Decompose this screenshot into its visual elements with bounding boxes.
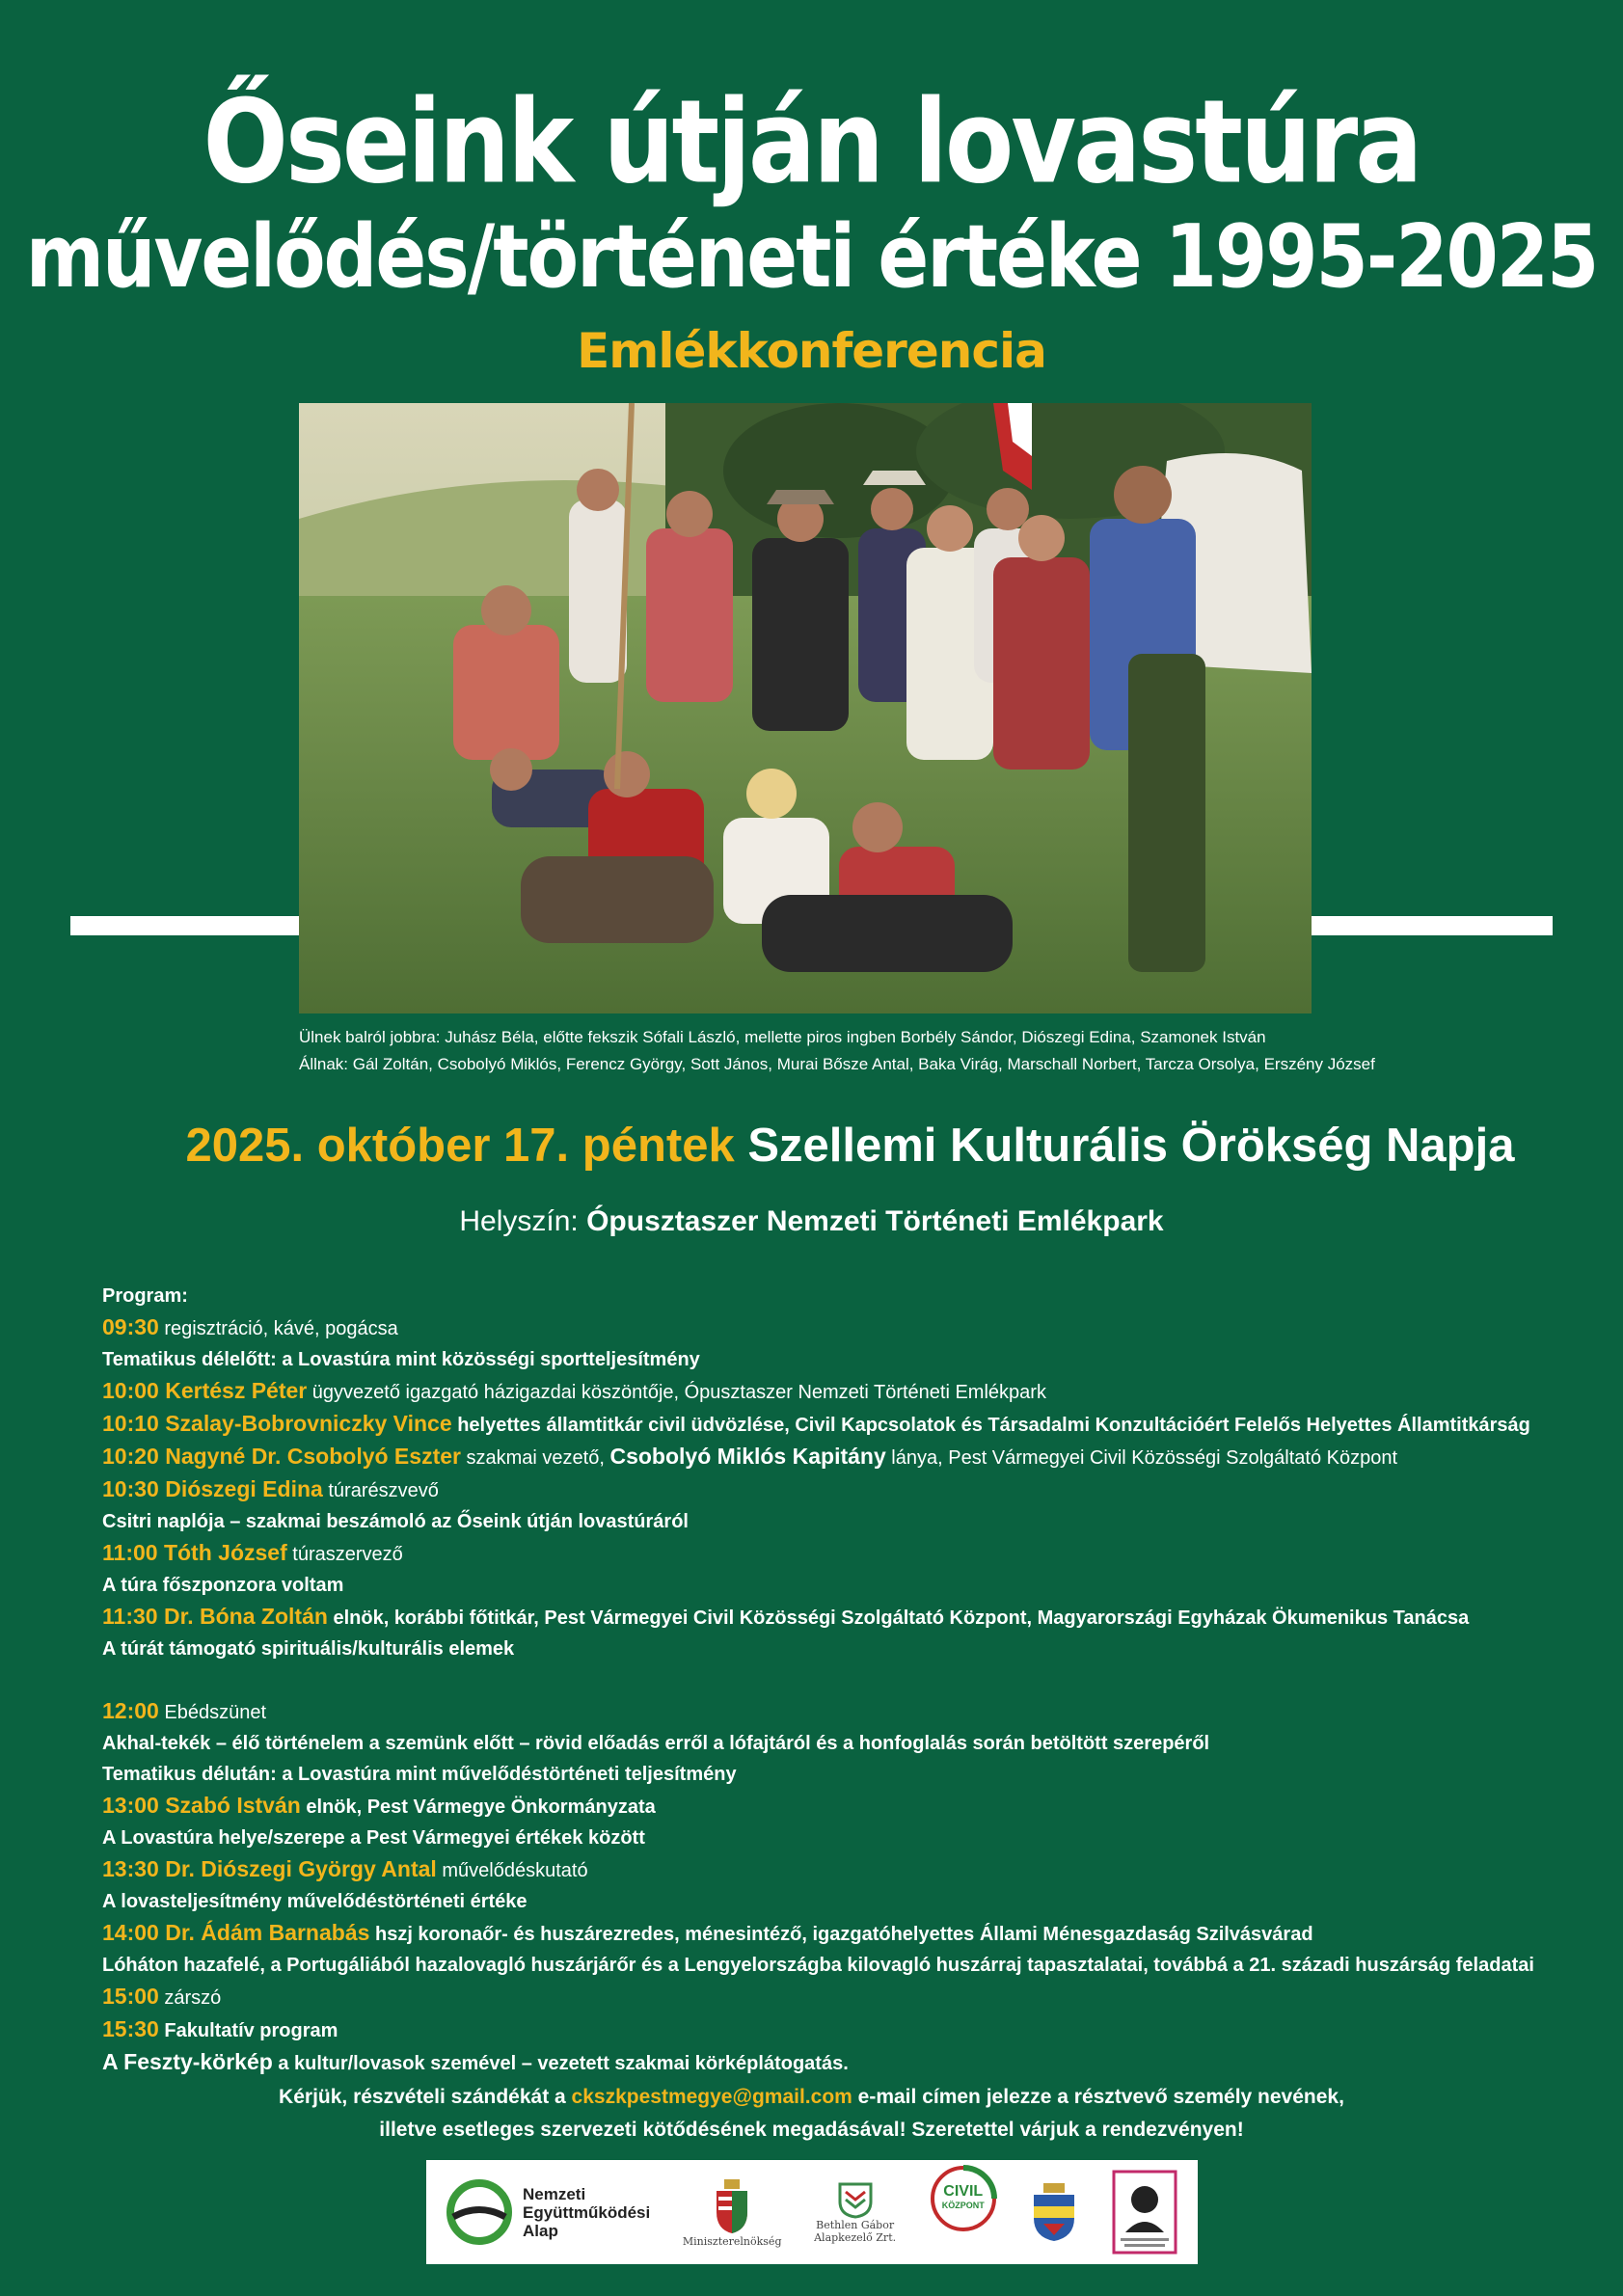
program-list <box>102 1281 1607 2079</box>
program-item: A túra főszponzora voltam <box>102 1575 344 1596</box>
nea-label: Nemzeti <box>523 2184 586 2203</box>
nea-logo <box>446 2178 650 2246</box>
speaker-name: Diószegi Edina <box>158 1476 323 1501</box>
registration-line-2: illetve esetleges szervezeti kötődésének megadásával! Szeretettel várjuk a rendezvényen! <box>379 2119 1244 2141</box>
program-text: művelődéskutató <box>436 1860 588 1881</box>
nea-ring-icon <box>446 2178 513 2246</box>
program-item <box>102 1695 1607 1728</box>
program-time: 13:30 <box>102 1856 159 1881</box>
subtitle: Emlékkonferencia <box>577 323 1046 379</box>
title-line-2: művelődés/történeti értéke 1995-2025 <box>25 207 1598 308</box>
program-time: 10:10 <box>102 1411 159 1436</box>
speaker-name: Szalay-Bobrovniczky Vince <box>158 1411 452 1436</box>
program-item: Csitri naplója – szakmai beszámoló az Őseink útján lovastúráról <box>102 1511 689 1532</box>
photo-caption <box>299 1024 1375 1078</box>
program-text-strong: Csobolyó Miklós Kapitány <box>609 1444 886 1469</box>
program-time: 11:30 <box>102 1604 158 1629</box>
program-item <box>102 1601 1607 1634</box>
program-time: 10:30 <box>102 1476 159 1501</box>
program-item <box>102 2046 1607 2079</box>
program-text: a kultur/lovasok szemével – vezetett szakmai körképlátogatás. <box>272 2053 849 2074</box>
event-venue <box>0 1205 1623 1238</box>
program-item: A Lovastúra helye/szerepe a Pest Vármegyei értékek között <box>102 1827 645 1849</box>
group-photo-illustration <box>299 403 1312 1013</box>
county-crest-icon <box>1030 2181 1078 2243</box>
program-text: lánya, Pest Vármegyei Civil Közösségi Szolgáltató Központ <box>885 1447 1398 1469</box>
program-text: Fakultatív program <box>158 2020 338 2041</box>
registration-text: Kérjük, részvételi szándékát a <box>279 2086 572 2108</box>
county-crest-logo <box>1030 2181 1078 2243</box>
speaker-name: Szabó István <box>158 1793 301 1818</box>
venue-name: Ópusztaszer Nemzeti Történeti Emlékpark <box>586 1205 1164 1237</box>
bethlen-sublabel: Alapkezelő Zrt. <box>814 2231 897 2244</box>
program-item <box>102 1981 1607 2013</box>
program-item <box>102 1311 1607 1344</box>
portrait-emblem-logo <box>1111 2169 1178 2255</box>
program-time: 13:00 <box>102 1793 159 1818</box>
event-dateline <box>0 1119 1623 1173</box>
nea-label: Alap <box>523 2221 558 2240</box>
program-text: Ebédszünet <box>158 1702 267 1723</box>
program-text: túrarészvevő <box>322 1480 439 1501</box>
program-time: 14:00 <box>102 1920 159 1945</box>
nea-label: Együttműködési <box>523 2202 651 2222</box>
event-date: 2025. október 17. péntek <box>185 1120 735 1172</box>
program-item <box>102 1853 1607 1886</box>
program-heading: Program: <box>102 1285 188 1307</box>
program-item <box>102 1441 1607 1473</box>
sponsor-logos <box>426 2160 1198 2264</box>
venue-label: Helyszín: <box>459 1205 579 1237</box>
program-item <box>102 2013 1607 2046</box>
program-item: Tematikus délelőtt: a Lovastúra mint közösségi sportteljesítmény <box>102 1349 700 1370</box>
registration-text: e-mail címen jelezze a résztvevő személy nevének, <box>852 2086 1344 2108</box>
program-text: túraszervező <box>286 1544 403 1565</box>
program-item: A túrát támogató spirituális/kulturális elemek <box>102 1638 515 1660</box>
email-link[interactable]: ckszkpestmegye@gmail.com <box>571 2086 852 2108</box>
program-text: ügyvezető igazgató házigazdai köszöntője, Ópusztaszer Nemzeti Történeti Emlékpark <box>307 1382 1046 1403</box>
registration-line-1 <box>0 2081 1623 2114</box>
program-text: elnök, korábbi főtitkár, Pest Vármegyei Civil Közösségi Szolgáltató Központ, Magyarországi Egyházak Ökumenikus Tanácsa <box>327 1607 1470 1629</box>
program-time: 15:00 <box>102 1984 159 2009</box>
program-time: 09:30 <box>102 1314 159 1339</box>
program-text: szakmai vezető, <box>460 1447 610 1469</box>
title-line-1: Őseink útján lovastúra <box>203 73 1420 210</box>
bethlen-shield-icon <box>836 2180 875 2219</box>
program-item <box>102 1790 1607 1823</box>
group-photo <box>299 403 1312 1013</box>
program-text: hszj koronaőr- és huszárezredes, ménesintéző, igazgatóhelyettes Állami Ménesgazdaság Szilvásvárad <box>369 1924 1313 1945</box>
speaker-name: Dr. Bóna Zoltán <box>157 1604 328 1629</box>
program-text: zárszó <box>158 1987 222 2009</box>
registration-note <box>0 2081 1623 2147</box>
civil-label: CIVIL <box>943 2183 984 2200</box>
program-item: A lovasteljesítmény művelődéstörténeti értéke <box>102 1891 527 1912</box>
program-text: helyettes államtitkár civil üdvözlése, Civil Kapcsolatok és Társadalmi Konzultációért Felelős Helyettes Államtitkárság <box>451 1415 1530 1436</box>
program-time: 10:20 <box>102 1444 159 1469</box>
program-item <box>102 1917 1607 1950</box>
program-text: regisztráció, kávé, pogácsa <box>158 1318 398 1339</box>
divider-right <box>1307 916 1553 935</box>
speaker-name: Tóth József <box>157 1540 287 1565</box>
program-time: 10:00 <box>102 1378 159 1403</box>
coat-of-arms-icon <box>713 2177 751 2235</box>
speaker-name: Kertész Péter <box>158 1378 308 1403</box>
civil-sublabel: KÖZPONT <box>941 2201 985 2210</box>
ministry-logo <box>683 2177 782 2248</box>
program-item: Tematikus délután: a Lovastúra mint művelődéstörténeti teljesítmény <box>102 1764 737 1785</box>
caption-standing: Állnak: Gál Zoltán, Csobolyó Miklós, Ferencz György, Sott János, Murai Bősze Antal, Baka Virág, Marschall Norbert, Tarcza Orsolya, Erszény József <box>299 1055 1375 1073</box>
program-item: Akhal-tekék – élő történelem a szemünk előtt – rövid előadás erről a lófajtáról és a honfoglalás során betöltött szerepéről <box>102 1733 1210 1754</box>
program-item <box>102 1375 1607 1408</box>
program-item <box>102 1473 1607 1506</box>
civil-kozpont-logo <box>929 2164 998 2260</box>
program-item <box>102 1408 1607 1441</box>
program-item <box>102 1537 1607 1570</box>
program-time: 12:00 <box>102 1698 159 1723</box>
program-spacer <box>102 1664 1607 1695</box>
program-text: elnök, Pest Vármegye Önkormányzata <box>300 1796 656 1818</box>
program-item: Lóháton hazafelé, a Portugáliából hazalovagló huszárjárőr és a Lengyelországba kilovagló huszárraj tapasztalatai, továbbá a 21. századi huszárság feladatai <box>102 1955 1534 1976</box>
bethlen-logo <box>814 2180 896 2244</box>
divider-left <box>70 916 302 935</box>
speaker-name: Nagyné Dr. Csobolyó Eszter <box>158 1444 461 1469</box>
speaker-name: Dr. Ádám Barnabás <box>158 1920 370 1945</box>
program-text-strong: A Feszty-körkép <box>102 2049 273 2074</box>
program-time: 15:30 <box>102 2016 159 2041</box>
caption-seated: Ülnek balról jobbra: Juhász Béla, előtte fekszik Sófali László, mellette piros ingben Borbély Sándor, Diószegi Edina, Szamonek István <box>299 1028 1266 1046</box>
portrait-frame-icon <box>1111 2169 1178 2255</box>
speaker-name: Dr. Diószegi György Antal <box>158 1856 437 1881</box>
bethlen-label: Bethlen Gábor <box>816 2219 895 2231</box>
event-occasion: Szellemi Kulturális Örökség Napja <box>747 1120 1515 1172</box>
ministry-label: Miniszterelnökség <box>682 2234 782 2248</box>
program-time: 11:00 <box>102 1540 158 1565</box>
